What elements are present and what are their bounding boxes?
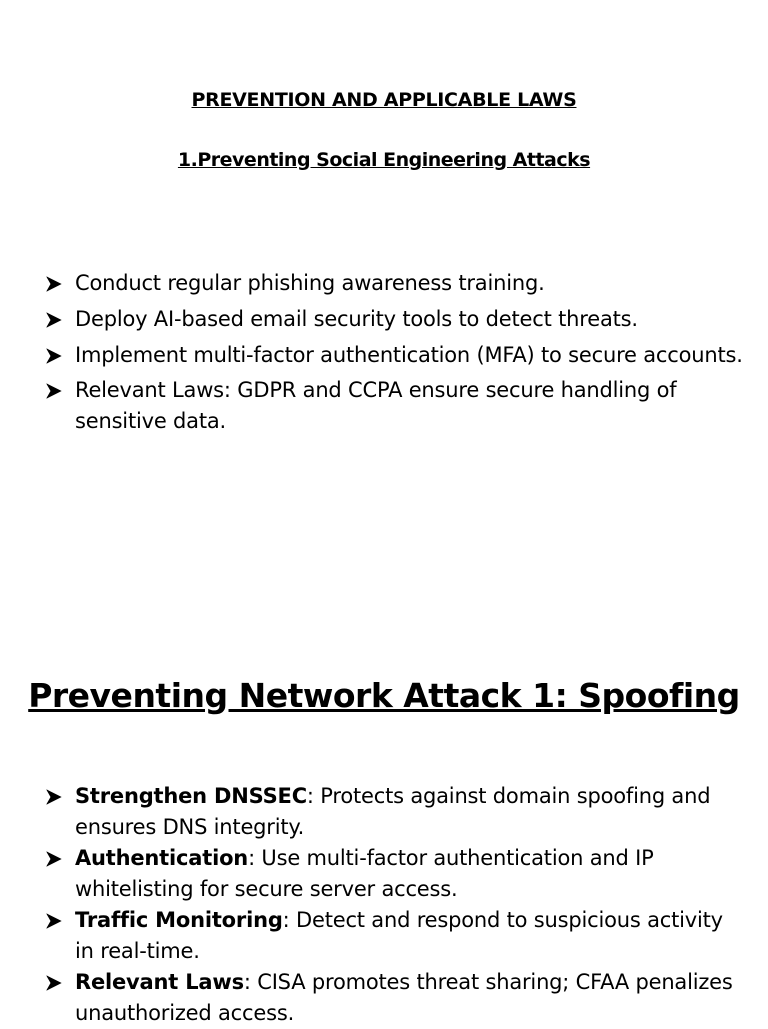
list-item — [46, 340, 746, 371]
list-item — [46, 304, 746, 335]
spoofing-prevention-list — [46, 781, 746, 1029]
list-item — [46, 781, 746, 843]
arrowhead-bullet-icon — [46, 781, 68, 812]
social-engineering-prevention-list — [46, 268, 746, 441]
list-item-text: : Detect and respond to suspicious activity in real-time. — [75, 908, 723, 963]
list-item-lead: Authentication — [75, 846, 249, 870]
arrowhead-bullet-icon — [46, 967, 68, 998]
list-item-text: Deploy AI-based email security tools to detect threats. — [75, 307, 638, 331]
arrowhead-bullet-icon — [46, 905, 68, 936]
list-item-text: : Protects against domain spoofing and ensures DNS integrity. — [75, 784, 711, 839]
list-item-text: : CISA promotes threat sharing; CFAA penalizes unauthorized access. — [75, 970, 733, 1025]
list-item-text: Conduct regular phishing awareness training. — [75, 271, 545, 295]
list-item — [46, 375, 746, 437]
list-item-lead: Relevant Laws — [75, 970, 244, 994]
arrowhead-bullet-icon — [46, 375, 68, 406]
arrowhead-bullet-icon — [46, 304, 68, 335]
list-item — [46, 905, 746, 967]
list-item-text: Relevant Laws: GDPR and CCPA ensure secure handling of sensitive data. — [75, 378, 677, 433]
list-item-lead: Strengthen DNSSEC — [75, 784, 307, 808]
list-item-lead: Traffic Monitoring — [75, 908, 283, 932]
list-item — [46, 967, 746, 1029]
list-item — [46, 268, 746, 299]
section-title: PREVENTION AND APPLICABLE LAWS — [191, 89, 577, 111]
arrowhead-bullet-icon — [46, 340, 68, 371]
spoofing-section-title: Preventing Network Attack 1: Spoofing — [28, 676, 740, 715]
list-item — [46, 843, 746, 905]
arrowhead-bullet-icon — [46, 268, 68, 299]
list-item-text: : Use multi-factor authentication and IP whitelisting for secure server access. — [75, 846, 654, 901]
section-subtitle: 1.Preventing Social Engineering Attacks — [177, 149, 591, 171]
arrowhead-bullet-icon — [46, 843, 68, 874]
list-item-text: Implement multi-factor authentication (MFA) to secure accounts. — [75, 343, 743, 367]
